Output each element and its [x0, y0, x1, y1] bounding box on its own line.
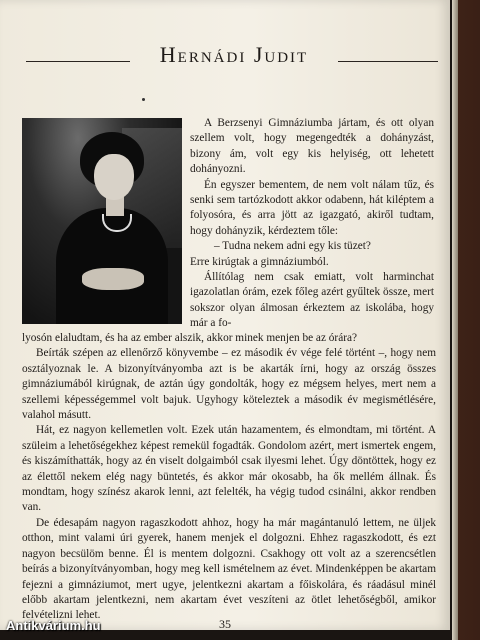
paragraph: Erre kirúgtak a gimnáziumból. — [190, 255, 329, 268]
paragraph-wrap-end: lyosón elaludtam, és ha az ember alszik, akkor minek menjen be az órára? — [22, 332, 358, 344]
column-text — [190, 116, 434, 332]
page-number: 35 — [219, 617, 231, 631]
paragraph: Én egyszer bementem, de nem volt nálam tűz, és senki sem tartózkodott akkor odabenn, hát kiléptem a folyosóra, és arra jött az igazgató, akiről tudtam, hogy dohányzik, kérdeztem tőle: — [190, 178, 434, 237]
running-title: Hernádi Judit — [159, 42, 309, 67]
photo-figure-hands — [82, 268, 144, 290]
paragraph: De édesapám nagyon ragaszkodott ahhoz, hogy ha már magántanuló lettem, ne üljek otthon, mint valami úri gyerek, hanem menjek el dolgozni. Ehhez ragaszkodott, és ezt nagyon becsülöm benne. Él is mentem dolgozni. Csakhogy ott volt az a szerencsétlen beírás a bizonyítványomban, hogy meg kell ismételnem az évet. Mindenképpen be akartam fejezni a gimnáziumot, mert ugye, jelentkezni akartam a főiskolára, és ráadásul minél előbb akartam jelentkezni, nem akartam évet veszíteni az ötlet lehetőségből, amikor felvételizni lehet. — [22, 516, 436, 622]
running-header — [26, 42, 438, 70]
header-rule-left — [26, 61, 130, 62]
body-text — [22, 331, 436, 624]
paragraph: A Berzsenyi Gimnáziumba jártam, és ott olyan szellem volt, hogy megengedték a dohányzást, bizony ám, volt egy kis helyiség, ott lehetett dohányozni. — [190, 117, 434, 176]
dialog-line: – Tudna nekem adni egy kis tüzet? — [214, 240, 371, 253]
photo-figure-face — [94, 154, 134, 200]
page-edge — [452, 0, 458, 640]
paragraph: Hát, ez nagyon kellemetlen volt. Ezek után hazamentem, és elmondtam, mi történt. A szüleim a lehetőségekhez képest remekül fogadták. Gondolom azért, mert ismertek engem, és kiszámíthatták, hogy az én viselt dolgaimból csak ilyesmi lehet. Úgy döntöttek, hogy ez az élettől nekem elég nagy büntetés, és akkor már okosabb, ha ők mellém állnak. És mondtam, hogy színész akarok lenni, azt felelték, ha végig tudod csinálni, akkor rendben van. — [22, 424, 436, 514]
header-rule-right — [338, 61, 438, 62]
ornament-dot — [142, 98, 145, 101]
paragraph-wrap-start: Állítólag nem csak emiatt, volt harminchat igazolatlan órám, ezek főleg azért gyűltek össze, mert sokszor olyan álmosan érkeztem az iskolába, hogy már a fo- — [190, 271, 434, 330]
paragraph: Beírták szépen az ellenőrző könyvembe – ez második év vége felé történt –, hogy nem osztályoznak le. A bizonyítványomba azt is be akarták írni, hogy az ország összes gimnáziumából kirúgnak, de aztán úgy gondolták, hogy ez mégsem helyes, mert nem a szellemi képességemmel volt bajuk. Ugyhogy köteleztek a második év megismétlésére, valahol másutt. — [22, 347, 436, 422]
portrait-photo — [22, 118, 182, 324]
watermark: Antikvárium.hu — [6, 618, 101, 633]
